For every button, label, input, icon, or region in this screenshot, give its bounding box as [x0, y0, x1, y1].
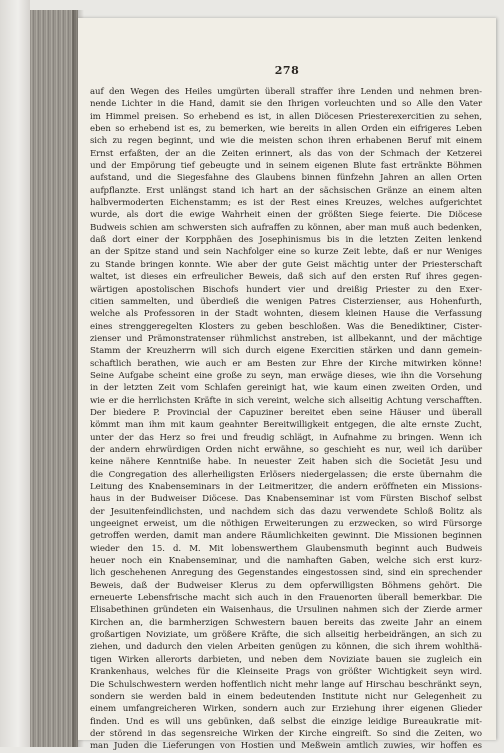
text-line: der andern ehrwürdigen Orden nicht erwähne, so geschieht es nur, weil ich darüber — [90, 444, 482, 455]
text-line: sich zu regen beginnt, und wie die meisten schon ihren erhabenen Beruf mit einem — [90, 136, 482, 147]
text-line: auf den Wegen des Heiles umgürten überall straffer ihre Lenden und nehmen bren- — [90, 87, 482, 97]
text-line: wieder den 15. d. M. Mit lobenswerthem Glaubensmuth beginnt auch Budweis — [90, 543, 482, 554]
text-line: Kirchen an, die barmherzigen Schwestern bauen bereits das zweite Jahr an einem — [90, 617, 482, 628]
page-stack-edge — [30, 10, 78, 747]
text-line: Die Schulschwestern werden hoffentlich nicht mehr lange auf Hirschau beschränkt seyn, — [90, 679, 482, 690]
text-line: man Juden die Lieferungen von Hostien und Meßwein amtlich zuwies, wir hoffen es — [90, 741, 482, 752]
text-line: zienser und Prämonstratenser rühmlichst anstreben, ist allbekannt, und der mächtige — [90, 333, 482, 344]
book-cover-edge — [0, 0, 30, 747]
text-line: Beweis, daß der Budweiser Klerus zu dem opferwilligsten Böhmens gehört. Die — [90, 580, 482, 591]
text-line: großartigen Noviziate, um größere Kräfte, die sich allseitig herbeidrängen, an sich zu — [90, 630, 482, 641]
text-line: eines strenggeregelten Klosters zu geben beschloßen. Was die Benediktiner, Cister- — [90, 321, 482, 332]
text-line: sondern sie werden bald in einem bedeutenden Institute nicht nur Gelegenheit zu — [90, 691, 482, 702]
text-line: heuer noch ein Knabenseminar, und die namhaften Gaben, welche sich erst kurz- — [90, 556, 482, 567]
text-line: zu Stande bringen konnte. Wie aber der gute Geist mächtig unter der Priesterschaft — [90, 259, 482, 270]
text-line: Der biedere P. Provincial der Capuziner bereitet eben seine Häuser und überall — [90, 407, 482, 418]
text-line: Elisabethinen gründeten ein Waisenhaus, die Ursulinen nahmen sich der Zierde armer — [90, 605, 482, 616]
text-line: Seine Aufgabe scheint eine große zu seyn, man erwäge dieses, wie ihn die Vorsehung — [90, 370, 482, 381]
text-line: und der Empörung tief gebeugte und in seinem eigenen Blute fast ertränkte Böhmen — [90, 161, 482, 172]
text-line: nende Lichter in die Hand, damit sie den Ihrigen vorleuchten und so Alle den Vater — [90, 99, 482, 110]
text-line: der störend in das segensreiche Wirken der Kirche eingreift. So sind die Zeiten, wo — [90, 728, 482, 739]
text-line: die Congregation des allerheiligsten Erlösers niedergelassen; die erste übernahm die — [90, 469, 482, 480]
text-line: welche als Professoren in der Stadt wohnten, diesem kleinen Hause die Verfassung — [90, 309, 482, 320]
text-line: lich geschehenen Anregung des Gegenstandes eingestossen sind, sind ein sprechender — [90, 568, 482, 579]
text-line: citien sammelten, und überdieß die wenigen Patres Cisterzienser, aus Hohenfurth, — [90, 296, 482, 307]
text-line: Stamm der Kreuzherrn will sich durch eigene Exercitien stärken und dann gemein- — [90, 346, 482, 357]
text-line: unter der das Herz so frei und freudig schlägt, in Aufnahme zu bringen. Wenn ich — [90, 432, 482, 443]
text-line: im Himmel preisen. So erhebend es ist, in allen Diöcesen Priesterexercitien zu sehen, — [90, 111, 482, 122]
text-line: tigen Wirken allerorts darbieten, und neben dem Noviziate bauen sie zugleich ein — [90, 654, 482, 665]
text-line: keine nähere Kenntniße habe. In neuester Zeit haben sich die Societät Jesu und — [90, 457, 482, 468]
book-page — [78, 18, 496, 752]
text-line: an der Spitze stand und sein Nachfolger eine so kurze Zeit lebte, daß er nur Weniges — [90, 247, 482, 258]
text-line: kömmt man ihm mit kaum geahnter Bereitwilligkeit entgegen, die alte ernste Zucht, — [90, 420, 482, 431]
text-line: aufstand, und die Siegesfahne des Glaubens binnen fünfzehn Jahren an allen Orten — [90, 173, 482, 184]
text-line: aufpflanzte. Erst unlängst stand ich hart an der sächsischen Gränze an einem alten — [90, 185, 482, 196]
text-line: schaftlich berathen, wie auch er am Besten zur Ehre der Kirche mitwirken könne! — [90, 358, 482, 369]
text-line: wärtigen apostolischen Bischofs hundert vier und dreißig Priester zu den Exer- — [90, 284, 482, 295]
text-line: Budweis schien am schwersten sich aufraffen zu können, aber man muß auch bedenken, — [90, 222, 482, 233]
text-line: Ernst erfaßten, der an die Zeiten erinnert, als das von der Schmach der Ketzerei — [90, 148, 482, 159]
text-line: eben so erhebend ist es, zu bemerken, wie bereits in allen Orden ein eifrigeres Leben — [90, 124, 482, 135]
text-line: wurde, als dort die ewige Wahrheit einen der größten Siege feierte. Die Diöcese — [90, 210, 482, 221]
text-line: erneuerte Lebensfrische macht sich auch in den Frauenorten überall bemerkbar. Die — [90, 593, 482, 604]
text-line: halbvermoderten Eichenstamm; es ist der Rest eines Kreuzes, welches aufgerichtet — [90, 198, 482, 209]
text-line: einem umfangreicheren Wirken, sondern auch zur Erziehung ihrer eigenen Glieder — [90, 704, 482, 715]
text-line: getroffen werden, damit man andere Räumlichkeiten gewinnt. Die Missionen beginnen — [90, 531, 482, 542]
text-line: haus in der Budweiser Diöcese. Das Knabenseminar ist vom Fürsten Bischof selbst — [90, 494, 482, 505]
text-line: Krankenhaus, welches für die Kleinseite Prags von größter Wichtigkeit seyn wird. — [90, 667, 482, 678]
page-number: 278 — [274, 64, 300, 77]
text-line: finden. Und es will uns gebünken, daß selbst die einzige leidige Bureaukratie mit- — [90, 716, 482, 727]
text-line: wie er die herrlichsten Kräfte in sich vereint, welche sich allseitig Achtung verschafften. — [90, 395, 482, 406]
text-line: ungeeignet erweist, um die nöthigen Erweiterungen zu erzwecken, so wird Fürsorge — [90, 519, 482, 530]
text-line: Leitung des Knabenseminars in der Leitmeritzer, die andern eröffneten ein Missions- — [90, 482, 482, 492]
text-line: der Jesuitenfeindlichsten, und nachdem sich das dazu verwendete Schloß Bolitz als — [90, 506, 482, 517]
body-text — [90, 86, 482, 753]
text-line: ziehen, und dadurch den vielen Arbeiten genügen zu können, die sich ihrem wohlthä- — [90, 642, 482, 653]
text-line: in der letzten Zeit vom Schlafen gereinigt hat, wie kaum einen zweiten Orden, und — [90, 383, 482, 394]
text-line: waltet, ist dieses ein erfreulicher Beweis, daß sich auf den ersten Ruf ihres gegen- — [90, 272, 482, 283]
text-line: daß dort einer der Korpphäen des Josephinismus bis in die letzten Zeiten lenkend — [90, 235, 482, 246]
